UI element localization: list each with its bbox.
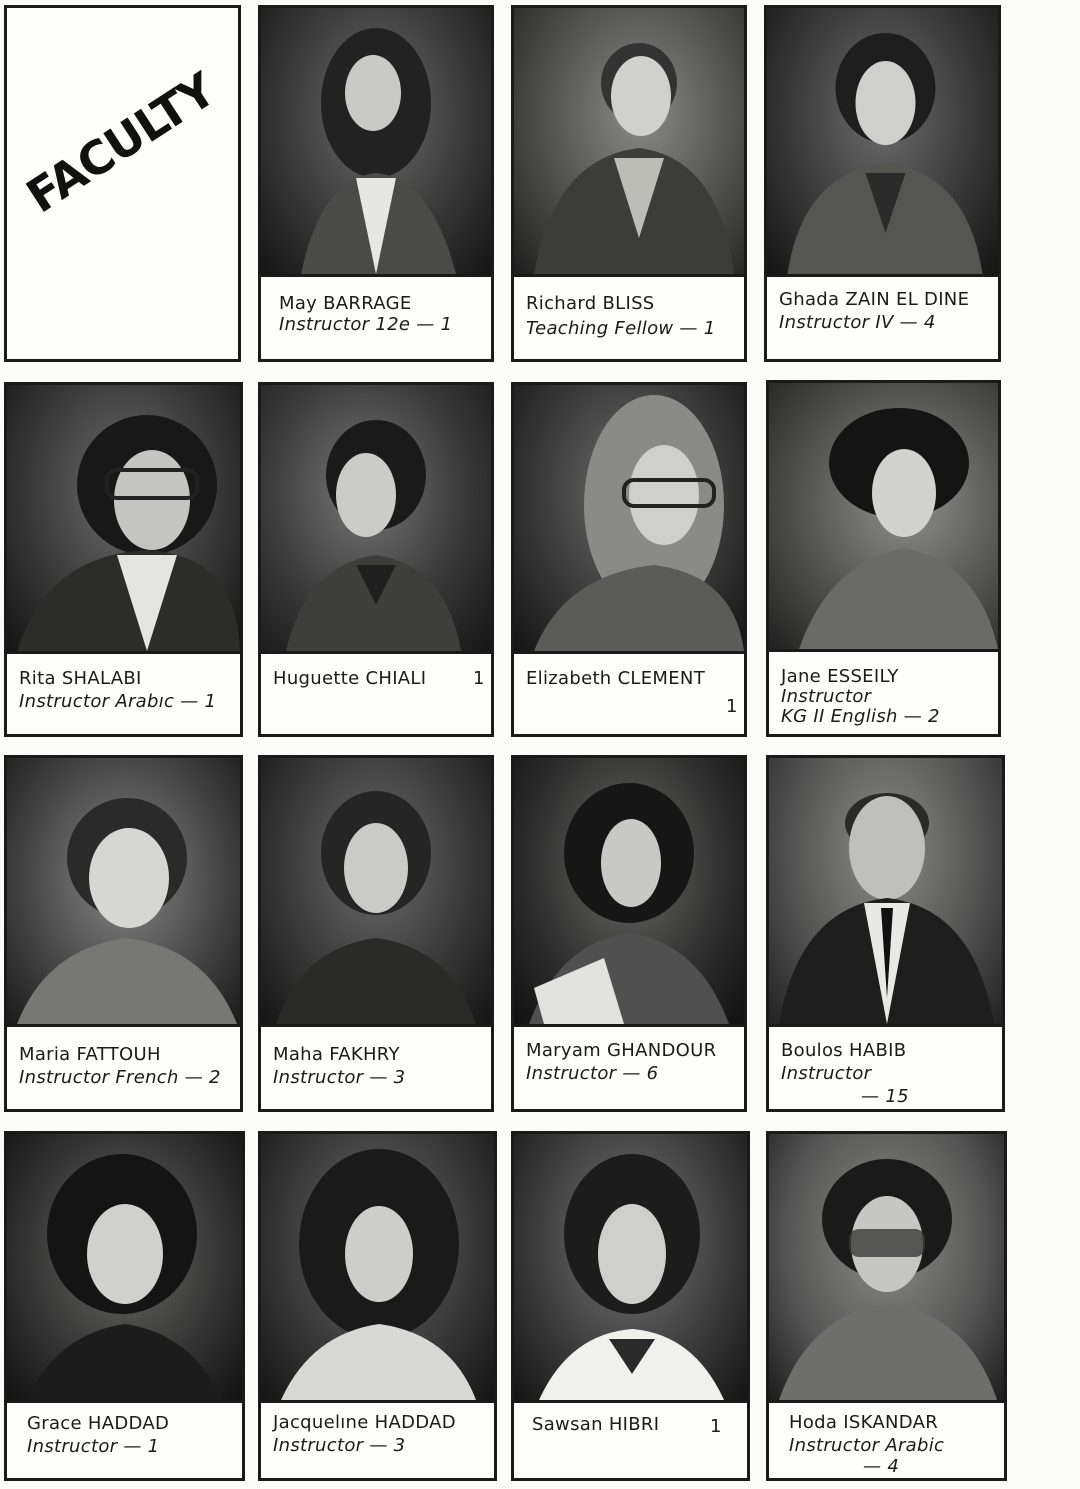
portrait-icon [261,385,491,651]
portrait-photo [769,1134,1004,1403]
portrait-icon [261,758,491,1024]
portrait-icon [261,1134,494,1400]
faculty-card-fakhry [258,755,494,1112]
portrait-photo [7,385,240,654]
portrait-icon [7,758,240,1024]
faculty-card-grace-haddad [4,1131,245,1481]
portrait-icon [7,385,240,651]
portrait-photo [261,758,491,1027]
faculty-name: May BARRAGE [279,293,412,314]
faculty-heading: FACULTY [17,62,225,224]
portrait-icon [769,383,998,649]
portrait-photo [261,1134,494,1403]
portrait-icon [7,1134,242,1400]
faculty-name: Boulos HABIB [781,1040,907,1061]
faculty-card-esseily [766,380,1001,737]
faculty-title-line2: — 15 [861,1086,909,1107]
faculty-card-jacqueline-haddad [258,1131,497,1481]
portrait-photo [261,385,491,654]
faculty-card-ghandour [511,755,747,1112]
portrait-photo [7,758,240,1027]
faculty-name: Sawsan HIBRI [532,1414,660,1435]
faculty-card-chiali [258,382,494,737]
faculty-title: Instructor — 1 [27,1436,160,1457]
faculty-name: Hoda ISKANDAR [789,1412,939,1433]
faculty-name: Jacquelıne HADDAD [273,1412,456,1433]
faculty-title: Instructor [781,1063,872,1084]
portrait-icon [769,1134,1004,1400]
faculty-card-bliss [511,5,747,362]
faculty-card-clement [511,382,747,737]
faculty-name: Huguette CHIALI [273,668,427,689]
faculty-card-fattouh [4,755,243,1112]
faculty-card-zain-el-dine [764,5,1001,362]
faculty-title: Instructor — 3 [273,1067,406,1088]
portrait-icon [514,385,744,651]
faculty-title: Instructor [781,686,872,707]
portrait-icon [514,8,744,274]
faculty-name: Richard BLISS [526,293,655,314]
portrait-photo [7,1134,242,1403]
faculty-card-iskandar [766,1131,1007,1481]
faculty-title: Instructor — 3 [273,1435,406,1456]
faculty-name: Ghada ZAIN EL DINE [779,289,970,310]
faculty-name: Rita SHALABI [19,668,142,689]
portrait-photo [514,1134,747,1403]
faculty-title: Instructor Arabıc — 1 [19,691,217,712]
faculty-name: Elizabeth CLEMENT [526,668,705,689]
faculty-title: Instructor 12e — 1 [279,314,453,335]
faculty-name: Maha FAKHRY [273,1044,400,1065]
faculty-title-line2: — 4 [863,1456,900,1477]
portrait-icon [514,758,744,1024]
faculty-title: Teaching Fellow — 1 [526,318,716,339]
portrait-photo [514,8,744,277]
faculty-title-line2: KG II English — 2 [781,706,940,727]
faculty-number: 1 [710,1416,722,1437]
faculty-card-shalabi [4,382,243,737]
faculty-card-barrage [258,5,494,362]
portrait-photo [767,8,998,277]
portrait-icon [514,1134,747,1400]
faculty-name: Maria FATTOUH [19,1044,161,1065]
portrait-photo [514,758,744,1027]
portrait-icon [769,758,1002,1024]
faculty-title: Instructor Arabic [789,1435,945,1456]
portrait-photo [514,385,744,654]
faculty-number: 1 [473,668,485,689]
faculty-title: Instructor French — 2 [19,1067,221,1088]
portrait-icon [767,8,998,274]
portrait-photo [769,383,998,652]
portrait-photo [769,758,1002,1027]
faculty-card-hibri [511,1131,750,1481]
faculty-name: Jane ESSEILY [781,666,899,687]
faculty-name: Maryam GHANDOUR [526,1040,717,1061]
faculty-name: Grace HADDAD [27,1413,170,1434]
faculty-title: Instructor IV — 4 [779,312,936,333]
faculty-number: 1 [726,696,738,717]
faculty-title: Instructor — 6 [526,1063,659,1084]
portrait-icon [261,8,491,274]
portrait-photo [261,8,491,277]
faculty-heading-panel [4,5,241,362]
faculty-card-habib [766,755,1005,1112]
